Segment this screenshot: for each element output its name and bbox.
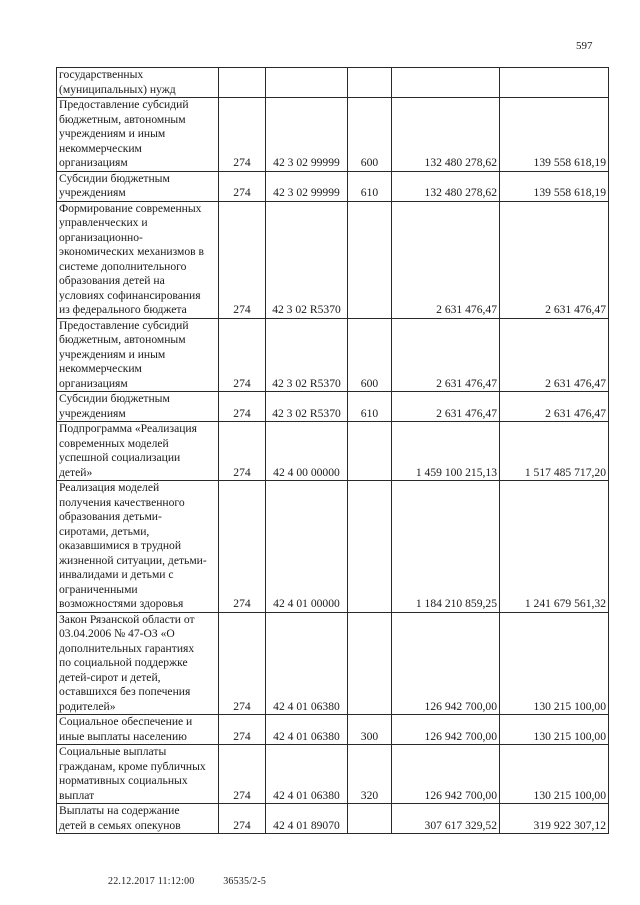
row-sum-year-2: 130 215 100,00 <box>500 715 609 745</box>
row-name: Субсидии бюджетным учреждениям <box>57 171 219 201</box>
row-admin-code: 274 <box>219 804 266 834</box>
table-row <box>57 422 609 481</box>
row-sum-year-2: 2 631 476,47 <box>500 201 609 318</box>
row-sum-year-1: 2 631 476,47 <box>392 318 500 392</box>
row-expense-type <box>348 201 392 318</box>
row-sum-year-1: 2 631 476,47 <box>392 392 500 422</box>
row-admin-code: 274 <box>219 422 266 481</box>
row-sum-year-2: 130 215 100,00 <box>500 612 609 715</box>
row-target-article: 42 4 00 00000 <box>266 422 348 481</box>
row-sum-year-1 <box>392 68 500 98</box>
row-target-article: 42 4 01 89070 <box>266 804 348 834</box>
row-expense-type: 610 <box>348 392 392 422</box>
row-name: Реализация моделей получения качественного образования детьми- сиротами, детьми, оказавшимися в трудной жизненной ситуации, детьми- инвалидами и детьми с ограниченными возможностями здоровья <box>57 481 219 613</box>
row-target-article: 42 3 02 R5370 <box>266 392 348 422</box>
row-expense-type <box>348 481 392 613</box>
row-sum-year-1: 307 617 329,52 <box>392 804 500 834</box>
row-sum-year-2: 130 215 100,00 <box>500 745 609 804</box>
row-sum-year-1: 126 942 700,00 <box>392 612 500 715</box>
row-name: Закон Рязанской области от 03.04.2006 № 47-ОЗ «О дополнительных гарантиях по социальной поддержке детей-сирот и детей, оставшихся без попечения родителей» <box>57 612 219 715</box>
row-admin-code <box>219 68 266 98</box>
row-name: Подпрограмма «Реализация современных моделей успешной социализации детей» <box>57 422 219 481</box>
footer-doc-code: 36535/2-5 <box>223 876 267 887</box>
row-name: Субсидии бюджетным учреждениям <box>57 392 219 422</box>
table-row <box>57 804 609 834</box>
row-target-article <box>266 68 348 98</box>
row-sum-year-2: 1 517 485 717,20 <box>500 422 609 481</box>
row-admin-code: 274 <box>219 392 266 422</box>
row-name: Социальное обеспечение и иные выплаты населению <box>57 715 219 745</box>
table-row <box>57 171 609 201</box>
row-expense-type <box>348 804 392 834</box>
row-expense-type: 600 <box>348 318 392 392</box>
row-target-article: 42 4 01 00000 <box>266 481 348 613</box>
row-sum-year-1: 132 480 278,62 <box>392 171 500 201</box>
row-expense-type <box>348 612 392 715</box>
row-sum-year-2: 2 631 476,47 <box>500 318 609 392</box>
row-admin-code: 274 <box>219 98 266 172</box>
table-row <box>57 98 609 172</box>
row-admin-code: 274 <box>219 612 266 715</box>
row-admin-code: 274 <box>219 171 266 201</box>
table-row <box>57 68 609 98</box>
footer-stamp <box>108 876 292 887</box>
budget-table <box>56 67 609 834</box>
table-row <box>57 318 609 392</box>
row-target-article: 42 3 02 99999 <box>266 98 348 172</box>
row-sum-year-2: 139 558 618,19 <box>500 171 609 201</box>
table-row <box>57 481 609 613</box>
row-expense-type: 610 <box>348 171 392 201</box>
budget-table-body <box>57 68 609 834</box>
row-admin-code: 274 <box>219 745 266 804</box>
row-expense-type: 320 <box>348 745 392 804</box>
row-sum-year-2: 1 241 679 561,32 <box>500 481 609 613</box>
table-row <box>57 715 609 745</box>
row-admin-code: 274 <box>219 201 266 318</box>
row-target-article: 42 4 01 06380 <box>266 745 348 804</box>
row-sum-year-2: 2 631 476,47 <box>500 392 609 422</box>
row-sum-year-2: 139 558 618,19 <box>500 98 609 172</box>
row-sum-year-2: 319 922 307,12 <box>500 804 609 834</box>
row-admin-code: 274 <box>219 318 266 392</box>
row-name: Социальные выплаты гражданам, кроме публичных нормативных социальных выплат <box>57 745 219 804</box>
row-sum-year-1: 1 459 100 215,13 <box>392 422 500 481</box>
table-row <box>57 201 609 318</box>
row-target-article: 42 3 02 99999 <box>266 171 348 201</box>
row-name: Выплаты на содержание детей в семьях опекунов <box>57 804 219 834</box>
row-target-article: 42 3 02 R5370 <box>266 201 348 318</box>
row-sum-year-1: 132 480 278,62 <box>392 98 500 172</box>
row-expense-type <box>348 68 392 98</box>
table-row <box>57 392 609 422</box>
row-admin-code: 274 <box>219 481 266 613</box>
row-expense-type: 600 <box>348 98 392 172</box>
row-target-article: 42 4 01 06380 <box>266 612 348 715</box>
row-sum-year-1: 126 942 700,00 <box>392 745 500 804</box>
row-expense-type <box>348 422 392 481</box>
footer-datetime: 22.12.2017 11:12:00 <box>108 876 195 887</box>
row-sum-year-1: 2 631 476,47 <box>392 201 500 318</box>
row-admin-code: 274 <box>219 715 266 745</box>
row-name: Формирование современных управленческих и организационно- экономических механизмов в системе дополнительного образования детей на условиях софинансирования из федерального бюджета <box>57 201 219 318</box>
row-sum-year-2 <box>500 68 609 98</box>
row-expense-type: 300 <box>348 715 392 745</box>
row-name: Предоставление субсидий бюджетным, автономным учреждениям и иным некоммерческим организациям <box>57 98 219 172</box>
row-target-article: 42 3 02 R5370 <box>266 318 348 392</box>
table-row <box>57 612 609 715</box>
row-name: государственных (муниципальных) нужд <box>57 68 219 98</box>
row-name: Предоставление субсидий бюджетным, автономным учреждениям и иным некоммерческим организациям <box>57 318 219 392</box>
row-target-article: 42 4 01 06380 <box>266 715 348 745</box>
row-sum-year-1: 1 184 210 859,25 <box>392 481 500 613</box>
table-row <box>57 745 609 804</box>
row-sum-year-1: 126 942 700,00 <box>392 715 500 745</box>
page-number: 597 <box>576 40 593 52</box>
